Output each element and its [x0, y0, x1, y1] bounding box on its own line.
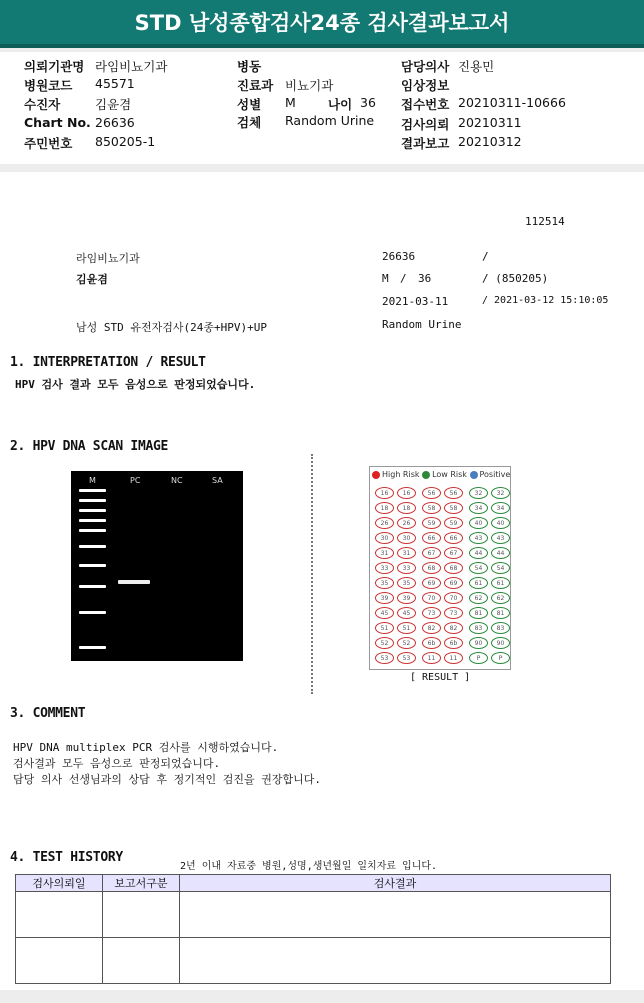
header-value: 20210311 [458, 115, 522, 130]
header-value: 라임비뇨기과 [95, 59, 168, 74]
header-label: 임상정보 [401, 78, 450, 93]
hpv-genotype-panel [369, 466, 511, 670]
hpv-type-oval: 61 [491, 577, 510, 589]
hpv-type-oval: 83 [491, 622, 510, 634]
hpv-type-oval: 11 [444, 652, 463, 664]
hpv-type-oval: 32 [491, 487, 510, 499]
hpv-type-oval: 58 [422, 502, 441, 514]
hpv-type-oval: 43 [469, 532, 488, 544]
high-risk-dot-icon [372, 471, 380, 479]
hpv-type-oval: 67 [444, 547, 463, 559]
hpv-type-oval: 62 [491, 592, 510, 604]
hpv-type-oval: 54 [491, 562, 510, 574]
header-value: M [285, 95, 296, 110]
hpv-type-oval: 33 [375, 562, 394, 574]
ladder-band [79, 509, 106, 512]
hpv-type-oval: 58 [444, 502, 463, 514]
positive-dot-icon [470, 471, 478, 479]
hpv-type-oval: 43 [491, 532, 510, 544]
table-cell [16, 938, 103, 984]
section-comment-title: 3. COMMENT [10, 706, 86, 721]
header-value: 36 [360, 95, 376, 110]
hpv-type-oval: 81 [491, 607, 510, 619]
hpv-type-oval: 51 [397, 622, 416, 634]
header-value: 45571 [95, 76, 135, 91]
pc-band [118, 580, 150, 584]
hpv-type-oval: 62 [469, 592, 488, 604]
hpv-type-oval: 39 [397, 592, 416, 604]
hpv-type-oval: 30 [375, 532, 394, 544]
hpv-type-oval: 67 [422, 547, 441, 559]
hpv-type-oval: 33 [397, 562, 416, 574]
report-title: STD 남성종합검사24종 검사결과보고서 [0, 0, 644, 48]
hpv-type-oval: 53 [375, 652, 394, 664]
hpv-type-oval: 40 [469, 517, 488, 529]
hpv-type-oval: 35 [397, 577, 416, 589]
hpv-type-oval: 61 [469, 577, 488, 589]
hospital-name: 라임비뇨기과 [76, 252, 140, 265]
hpv-type-oval: 26 [397, 517, 416, 529]
ladder-band [79, 529, 106, 532]
hpv-type-oval: 81 [469, 607, 488, 619]
hpv-type-oval: 59 [422, 517, 441, 529]
section-interpretation-title: 1. INTERPRETATION / RESULT [10, 355, 206, 370]
lane-label: M [89, 476, 96, 485]
hpv-type-oval: 90 [469, 637, 488, 649]
table-row [16, 938, 611, 984]
hpv-type-oval: 66 [444, 532, 463, 544]
hpv-type-oval: 56 [422, 487, 441, 499]
chart-number: 26636 [382, 250, 416, 263]
hpv-type-oval: 32 [469, 487, 488, 499]
patient-age: 36 [418, 272, 432, 285]
hpv-type-oval: 66 [422, 532, 441, 544]
date-reported: / 2021-03-12 15:10:05 [482, 295, 609, 306]
ladder-band [79, 646, 106, 649]
legend-label: Low Risk [432, 470, 467, 479]
comment-line: HPV DNA multiplex PCR 검사를 시행하였습니다. [13, 741, 279, 754]
hpv-type-oval: P [491, 652, 510, 664]
history-note: 2년 이내 자료중 병원,성명,생년월일 일치자료 입니다. [180, 861, 438, 872]
header-label: 수진자 [24, 97, 61, 112]
hpv-type-oval: 44 [491, 547, 510, 559]
header-label: 의뢰기관명 [24, 59, 85, 74]
separator: / [482, 250, 489, 263]
hpv-type-oval: 69 [444, 577, 463, 589]
hpv-type-oval: 54 [469, 562, 488, 574]
header-label: 나이 [328, 97, 353, 112]
header-value: 비뇨기과 [285, 78, 334, 93]
hpv-type-oval: 35 [375, 577, 394, 589]
legend-label: High Risk [382, 470, 420, 479]
header-value: 20210312 [458, 134, 522, 149]
header-label: 성별 [237, 97, 262, 112]
ladder-band [79, 611, 106, 614]
hpv-type-oval: 82 [422, 622, 441, 634]
hpv-type-oval: 31 [375, 547, 394, 559]
specimen: Random Urine [382, 318, 462, 331]
hpv-type-oval: 56 [444, 487, 463, 499]
hpv-type-oval: 73 [444, 607, 463, 619]
hpv-type-oval: 69 [422, 577, 441, 589]
interpretation-text: HPV 검사 결과 모두 음성으로 판정되었습니다. [15, 378, 256, 391]
hpv-type-oval: 16 [397, 487, 416, 499]
low-risk-dot-icon [422, 471, 430, 479]
header-value: Random Urine [285, 113, 375, 128]
column-header: 검사의뢰일 [16, 875, 103, 892]
hpv-type-oval: 18 [397, 502, 416, 514]
hpv-type-oval: 52 [375, 637, 394, 649]
ladder-band [79, 585, 106, 588]
hpv-type-oval: 6b [422, 637, 441, 649]
date-requested: 2021-03-11 [382, 295, 449, 308]
hpv-type-oval: 68 [422, 562, 441, 574]
header-label: 접수번호 [401, 97, 450, 112]
report-header [0, 52, 644, 164]
header-value: 진용민 [458, 59, 495, 74]
hpv-type-oval: 52 [397, 637, 416, 649]
table-header-row [16, 875, 611, 892]
header-value: 26636 [95, 115, 135, 130]
column-header: 검사결과 [180, 875, 611, 892]
hpv-type-oval: 34 [491, 502, 510, 514]
hpv-type-oval: 11 [422, 652, 441, 664]
header-label: 병동 [237, 59, 262, 74]
hpv-type-oval: 70 [444, 592, 463, 604]
comment-line: 담당 의사 선생님과의 상담 후 정기적인 검진을 권장합니다. [13, 773, 322, 786]
hpv-type-oval: 39 [375, 592, 394, 604]
hpv-type-oval: 30 [397, 532, 416, 544]
ladder-band [79, 489, 106, 492]
hpv-type-oval: 26 [375, 517, 394, 529]
comment-line: 검사결과 모두 음성으로 판정되었습니다. [13, 757, 221, 770]
hpv-type-oval: 83 [469, 622, 488, 634]
header-label: 진료과 [237, 78, 274, 93]
header-label: 검체 [237, 115, 262, 130]
separator: / [400, 272, 407, 285]
hpv-type-oval: 18 [375, 502, 394, 514]
patient-name: 김윤겸 [76, 273, 108, 286]
hpv-type-oval: 82 [444, 622, 463, 634]
section-history-title: 4. TEST HISTORY [10, 850, 123, 865]
header-label: 병원코드 [24, 78, 73, 93]
table-cell [103, 892, 180, 938]
hpv-type-oval: 45 [397, 607, 416, 619]
lane-label: NC [171, 476, 183, 485]
header-value: 김윤겸 [95, 97, 132, 112]
table-cell [180, 938, 611, 984]
header-value: 20210311-10666 [458, 95, 566, 110]
legend-label: Positive [479, 470, 511, 479]
table-row [16, 892, 611, 938]
patient-birth: / (850205) [482, 272, 549, 285]
hpv-type-oval: 34 [469, 502, 488, 514]
hpv-type-oval: 6b [444, 637, 463, 649]
table-cell [16, 892, 103, 938]
hpv-type-oval: P [469, 652, 488, 664]
header-value: 850205-1 [95, 134, 156, 149]
report-code: 112514 [525, 215, 565, 228]
hpv-type-oval: 51 [375, 622, 394, 634]
hpv-type-oval: 31 [397, 547, 416, 559]
hpv-type-oval: 90 [491, 637, 510, 649]
ladder-band [79, 545, 106, 548]
ladder-band [79, 564, 106, 567]
gel-electrophoresis-image [71, 471, 243, 661]
header-label: 결과보고 [401, 136, 450, 151]
header-label: 주민번호 [24, 136, 73, 151]
table-cell [103, 938, 180, 984]
patient-sex: M [382, 272, 389, 285]
header-label: 검사의뢰 [401, 117, 450, 132]
ladder-band [79, 519, 106, 522]
header-label: 담당의사 [401, 59, 450, 74]
divider [311, 454, 313, 694]
hpv-type-oval: 68 [444, 562, 463, 574]
hpv-type-oval: 44 [469, 547, 488, 559]
report-body [0, 172, 644, 990]
hpv-type-oval: 70 [422, 592, 441, 604]
ladder-band [79, 499, 106, 502]
hpv-type-oval: 53 [397, 652, 416, 664]
panel-caption: [ RESULT ] [410, 672, 471, 683]
hpv-type-oval: 59 [444, 517, 463, 529]
hpv-type-oval: 16 [375, 487, 394, 499]
test-name: 남성 STD 유전자검사(24종+HPV)+UP [76, 321, 267, 334]
section-scan-image-title: 2. HPV DNA SCAN IMAGE [10, 439, 169, 454]
table-cell [180, 892, 611, 938]
lane-label: SA [212, 476, 223, 485]
lane-label: PC [130, 476, 141, 485]
panel-legend [372, 470, 510, 479]
column-header: 보고서구분 [103, 875, 180, 892]
header-label: Chart No. [24, 115, 91, 130]
hpv-type-oval: 73 [422, 607, 441, 619]
test-history-table [15, 874, 611, 984]
hpv-type-oval: 45 [375, 607, 394, 619]
hpv-type-oval: 40 [491, 517, 510, 529]
